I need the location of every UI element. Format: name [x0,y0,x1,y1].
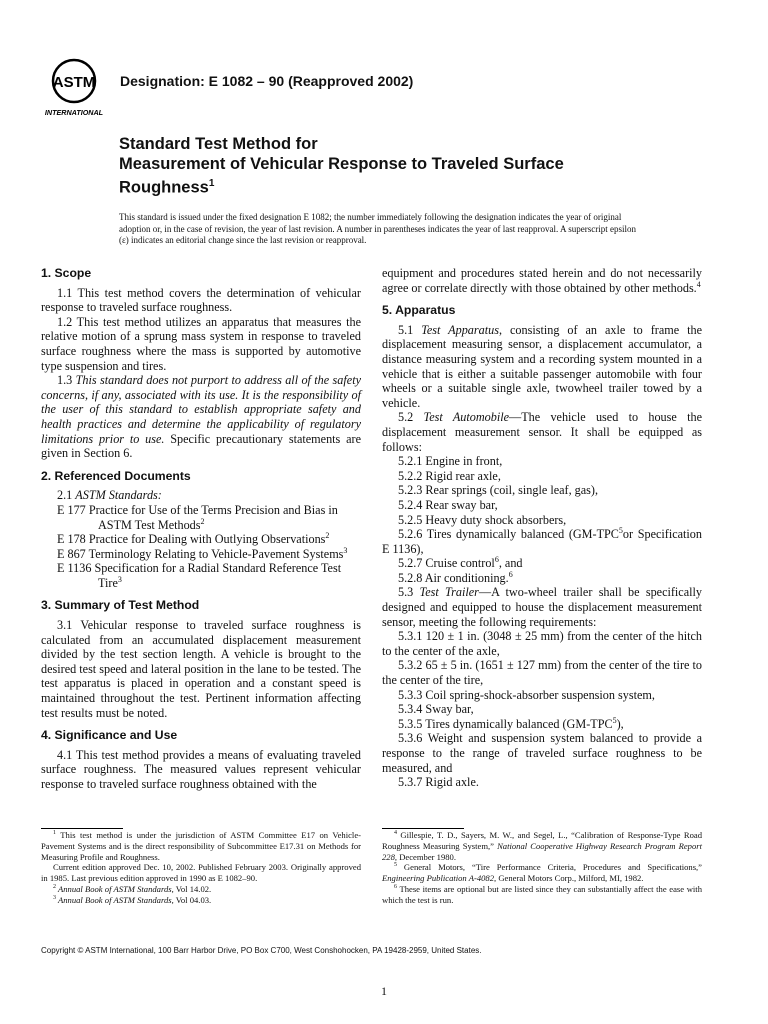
right-column [382,266,702,790]
paragraph-5-1: 5.1 Test Apparatus, consisting of an axle to frame the displacement measuring sensor, a displacement accumulator, a distance measuring system and a recording system mounted in a vehicle that is either a suitable passenger automobile with four wheels or a suitable single axle, twowheel trailer towed by a vehicle. [382,322,703,410]
title-line-2: Measurement of Vehicular Response to Traveled Surface [119,155,564,173]
section-heading-significance: 4. Significance and Use [41,728,178,743]
title-line-1: Standard Test Method for [119,135,318,153]
footnote-1-edition: Current edition approved Dec. 10, 2002. Published February 2003. Originally approved in 1985. Last previous edition approved in 1990 as E 1082–90. [41,862,361,884]
list-item: 5.2.2 Rigid rear axle, [398,468,501,483]
footnote-4: $^4$ Gillespie, T. D., Sayers, M. W., and Segel, L., “Calibration of Response-Type Road Roughness Measuring System,” National Cooperative Highway Research Program Report 228, December 1980. [382,830,702,862]
paragraph-4-1: 4.1 This test method provides a means of evaluating traveled surface roughness. The measured values represent vehicular response to traveled surface roughness obtained with the [41,747,361,791]
footnote-rule-left [41,828,123,829]
list-item: 5.2.6 Tires dynamically balanced (GM-TPC$^5$or Specification E 1136), [382,526,702,556]
list-item: 5.3.5 Tires dynamically balanced (GM-TPC$^5$), [398,715,624,731]
paragraph-1-3: 1.3 This standard does not purport to address all of the safety concerns, if any, associated with its use. It is the responsibility of the user of this standard to establish appropriate safety and health practices and determine the applicability of regulatory limitations prior to use. Specific precautionary statements are given in Section 6. [41,373,361,461]
footnotes-left [41,830,361,906]
list-item: 5.2.4 Rear sway bar, [398,497,498,512]
list-item: 5.3.3 Coil spring-shock-absorber suspension system, [398,687,655,702]
paragraph-2-1: 2.1 ASTM Standards: [57,488,162,503]
paragraph-4-1-continued: equipment and procedures stated herein and do not necessarily agree or correlate directly with those obtained by other methods.$^4$ [382,266,702,295]
paragraph-3-1: 3.1 Vehicular response to traveled surface roughness is calculated from an accumulated displacement measurement divided by the test section length. A vehicle is brought to the desired test speed and lateral position in the lane to be tested. The test apparatus is placed in operation and a constant speed is maintained throughout the test. Pertinent information affecting test results must be noted. [41,618,361,720]
paragraph-1-2: 1.2 This test method utilizes an apparatus that measures the relative motion of a sprung mass system in response to traveled surface roughness where the mass is supported by automotive type suspension and tires. [41,314,361,373]
reference-item: E 1136 Specification for a Radial Standard Reference Test Tire$^3$ [57,561,342,590]
left-column [41,266,361,792]
list-item: 5.3.4 Sway bar, [398,702,474,717]
section-heading-referenced-documents: 2. Referenced Documents [41,468,191,483]
footnote-rule-right [382,828,464,829]
list-item: 5.2.3 Rear springs (coil, single leaf, gas), [398,483,599,498]
section-heading-apparatus: 5. Apparatus [382,303,456,318]
list-item: 5.2.1 Engine in front, [398,454,503,469]
list-item: 5.3.6 Weight and suspension system balanced to provide a response to the range of traveled surface roughness to be measured, and [382,731,702,775]
list-item: 5.3.1 120 ± 1 in. (3048 ± 25 mm) from the center of the hitch to the center of the axle, [382,629,702,658]
designation: Designation: E 1082 – 90 (Reapproved 2002) [120,73,414,89]
svg-text:ASTM: ASTM [52,74,96,91]
list-item: 5.3.7 Rigid axle. [398,775,479,790]
section-heading-summary: 3. Summary of Test Method [41,598,200,613]
reference-item: E 178 Practice for Dealing with Outlying Observations$^2$ [57,531,330,547]
title-line-3: Roughness$^1$ [119,178,215,197]
document-title [119,134,564,198]
svg-text:INTERNATIONAL: INTERNATIONAL [44,108,104,117]
list-item: 5.2.7 Cruise control$^6$, and [398,555,523,571]
astm-logo [38,58,110,118]
footnote-5: $^5$ General Motors, “Tire Performance Criteria, Procedures and Specifications,” Engineering Publication A-4082, General Motors Corp., Milford, MI, 1982. [382,862,702,884]
section-heading-scope: 1. Scope [41,266,92,280]
footnote-3: $^3$ Annual Book of ASTM Standards, Vol 04.03. [53,894,212,905]
list-item: 5.3.2 65 ± 5 in. (1651 ± 127 mm) from the center of the tire to the center of the tire, [382,658,702,688]
footnotes-right [382,830,702,906]
list-item: 5.2.8 Air conditioning.$^6$ [398,569,513,585]
reference-item: E 177 Practice for Use of the Terms Precision and Bias in ASTM Test Methods$^2$ [57,502,338,532]
issued-note: This standard is issued under the fixed designation E 1082; the number immediately following the designation indicates the year of original adoption or, in the case of revision, the year of last revision. A number in parentheses indicates the year of last reapproval. A superscript epsilon (ε) indicates an editorial change since the last revision or reapproval. [119,212,636,245]
footnote-2: $^2$ Annual Book of ASTM Standards, Vol 14.02. [53,883,212,894]
copyright-notice: Copyright © ASTM International, 100 Barr Harbor Drive, PO Box C700, West Conshohocken, PA 19428-2959, United States. [41,946,482,955]
paragraph-5-3: 5.3 Test Trailer—A two-wheel trailer shall be specifically designed and equipped to house the displacement measurement sensor, meeting the following requirements: [382,585,702,629]
footnote-6: $^6$ These items are optional but are listed since they can substantially affect the ease with which the test is run. [382,883,702,905]
paragraph-1-1: 1.1 This test method covers the determination of vehicular response to traveled surface roughness. [41,285,361,315]
list-item: 5.2.5 Heavy duty shock absorbers, [398,512,567,527]
paragraph-5-2: 5.2 Test Automobile—The vehicle used to house the displacement measurement sensor. It shall be equipped as follows: [382,410,702,454]
page-number: 1 [381,984,387,998]
footnote-1: $^1$ This test method is under the jurisdiction of ASTM Committee E17 on Vehicle-Pavement Systems and is the direct responsibility of Subcommittee E17.31 on Methods for Measuring Profile and Roughness. [41,830,361,862]
reference-item: E 867 Terminology Relating to Vehicle-Pavement Systems$^3$ [57,545,348,561]
